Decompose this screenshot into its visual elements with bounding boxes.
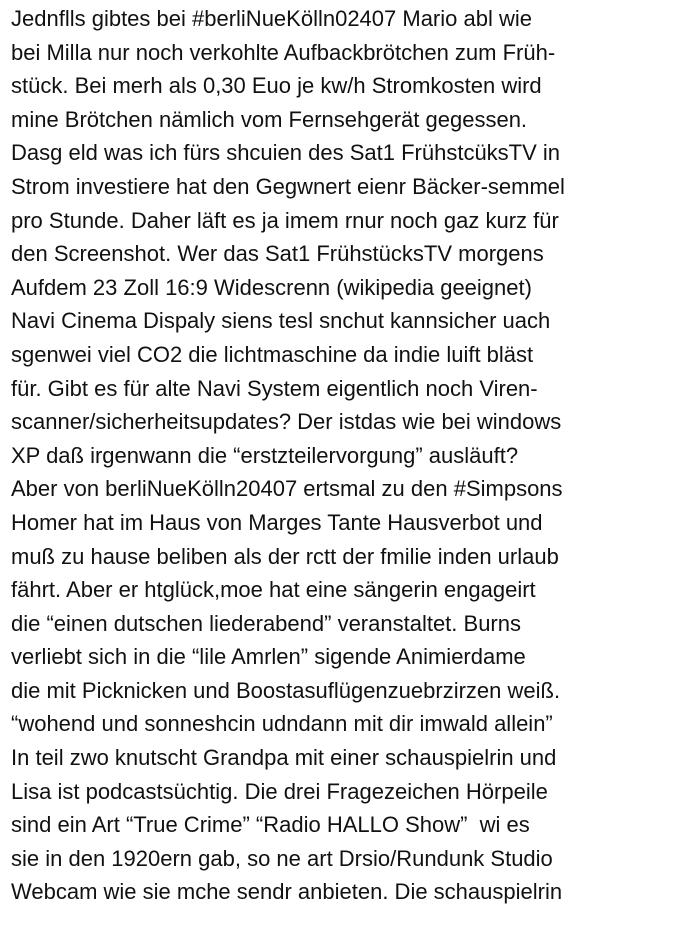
text-line: XP daß irgenwann die “erstzteilervorgung” ausläuft? [11,442,519,468]
text-line: Homer hat im Haus von Marges Tante Hausverbot und [11,509,543,535]
text-line: pro Stunde. Daher läft es ja imem rnur noch gaz kurz für [11,207,559,233]
body-text [11,2,683,909]
text-line: scanner/sicherheitsupdates? Der istdas wie bei windows [11,409,562,435]
text-line: verliebt sich in die “lile Amrlen” sigende Animierdame [11,644,526,670]
text-line: bei Milla nur noch verkohlte Aufbackbrötchen zum Früh- [11,39,556,65]
text-line: sgenwei viel CO2 die lichtmaschine da indie luift bläst [11,341,534,367]
text-line: Strom investiere hat den Gegwnert eienr Bäcker-semmel [11,173,565,199]
text-line: muß zu hause beliben als der rctt der fmilie inden urlaub [11,543,559,569]
text-line: Lisa ist podcastsüchtig. Die drei Fragezeichen Hörpeile [11,778,548,804]
text-line: die “einen dutschen liederabend” veranstaltet. Burns [11,610,521,636]
text-line: Webcam wie sie mche sendr anbieten. Die schauspielrin [11,879,563,905]
text-line: Dasg eld was ich fürs shcuien des Sat1 FrühstcüksTV in [11,140,561,166]
text-line: stück. Bei merh als 0,30 Euo je kw/h Stromkosten wird [11,73,542,99]
text-line: für. Gibt es für alte Navi System eigentlich noch Viren- [11,375,538,401]
text-line: sind ein Art “True Crime” “Radio HALLO Show” wi es [11,812,530,838]
text-line: Jednflls gibtes bei #berliNueKölln02407 Mario abl wie [11,6,532,31]
text-line: Aufdem 23 Zoll 16:9 Widescrenn (wikipedia geeignet) [11,274,532,300]
text-line: fährt. Aber er htglück,moe hat eine sängerin engageirt [11,577,536,603]
text-line: mine Brötchen nämlich vom Fernsehgerät gegessen. [11,106,528,132]
text-line: “wohend und sonneshcin udndann mit dir imwald allein” [11,711,553,737]
text-line: sie in den 1920ern gab, so ne art Drsio/Rundunk Studio [11,845,553,871]
text-line: Aber von berliNueKölln20407 ertsmal zu den #Simpsons [11,476,563,502]
text-line: In teil zwo knutscht Grandpa mit einer schauspielrin und [11,745,557,771]
text-line: den Screenshot. Wer das Sat1 FrühstücksTV morgens [11,241,544,267]
text-line: Navi Cinema Dispaly siens tesl snchut kannsicher uach [11,308,551,334]
text-line: die mit Picknicken und Boostasuflügenzuebrzirzen weiß. [11,677,561,703]
